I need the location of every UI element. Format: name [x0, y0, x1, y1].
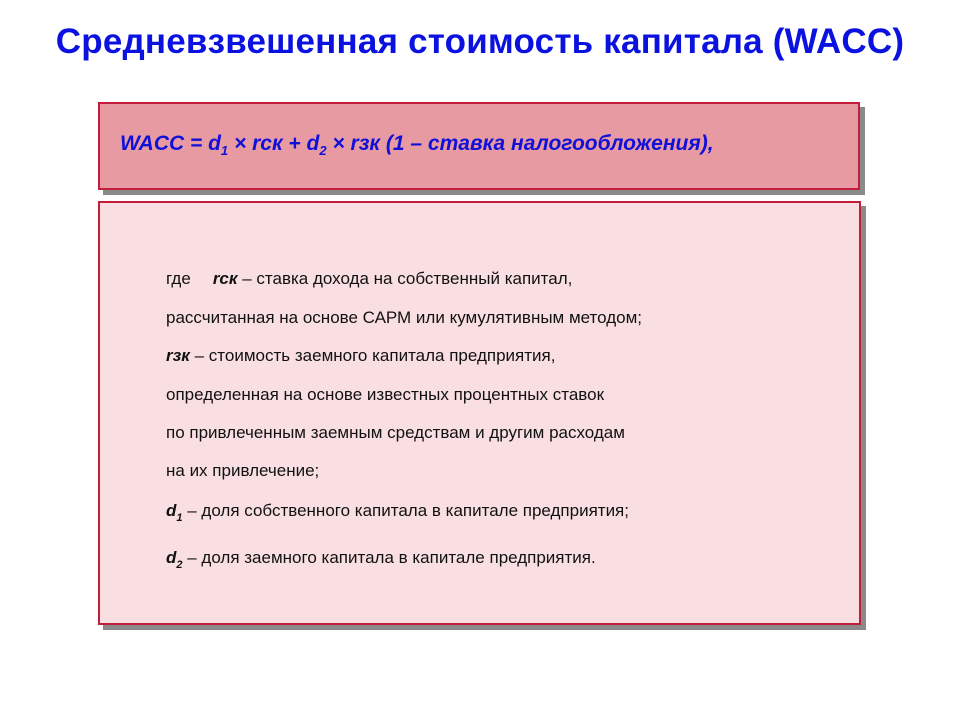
formula-subscript-1: 1	[220, 143, 229, 158]
legend-term-d1: d	[166, 501, 177, 520]
legend-subscript-d2: 2	[176, 559, 183, 571]
legend-line-borrowed: по привлеченным заемным средствам и другим расходам	[166, 423, 625, 442]
legend-text-d2: – доля заемного капитала в капитале предприятия.	[182, 548, 596, 567]
wacc-formula	[120, 132, 714, 156]
formula-subscript-2: 2	[319, 143, 327, 158]
legend-subscript-d1: 1	[176, 512, 183, 524]
legend-prefix: где	[166, 269, 191, 288]
formula-part-1: × rск + d	[228, 132, 320, 155]
legend-line-d1	[166, 501, 629, 524]
legend-term-rzk: rзк	[166, 346, 190, 365]
formula-part-2: × rзк (1 – ставка налогообложения),	[326, 132, 714, 155]
legend-text-rsk: – ставка дохода на собственный капитал,	[237, 269, 573, 288]
legend-box	[98, 201, 861, 625]
slide-title: Средневзвешенная стоимость капитала (WACC)	[55, 22, 905, 61]
legend-line-rzk	[166, 346, 555, 366]
legend-line-capm: рассчитанная на основе САРМ или кумулятивным методом;	[166, 308, 643, 327]
legend-text-rzk: – стоимость заемного капитала предприятия,	[189, 346, 556, 365]
legend-term-rsk: rск	[212, 269, 238, 288]
legend-line-attraction: на их привлечение;	[166, 461, 320, 480]
formula-part-wacc: WACC = d	[120, 132, 221, 155]
legend-term-d2: d	[166, 548, 177, 567]
legend-line-rates: определенная на основе известных процентных ставок	[166, 385, 605, 404]
legend-line-rsk	[166, 269, 572, 289]
legend-text-d1: – доля собственного капитала в капитале предприятия;	[182, 501, 629, 520]
formula-box	[98, 102, 860, 190]
legend-line-d2	[166, 548, 596, 571]
